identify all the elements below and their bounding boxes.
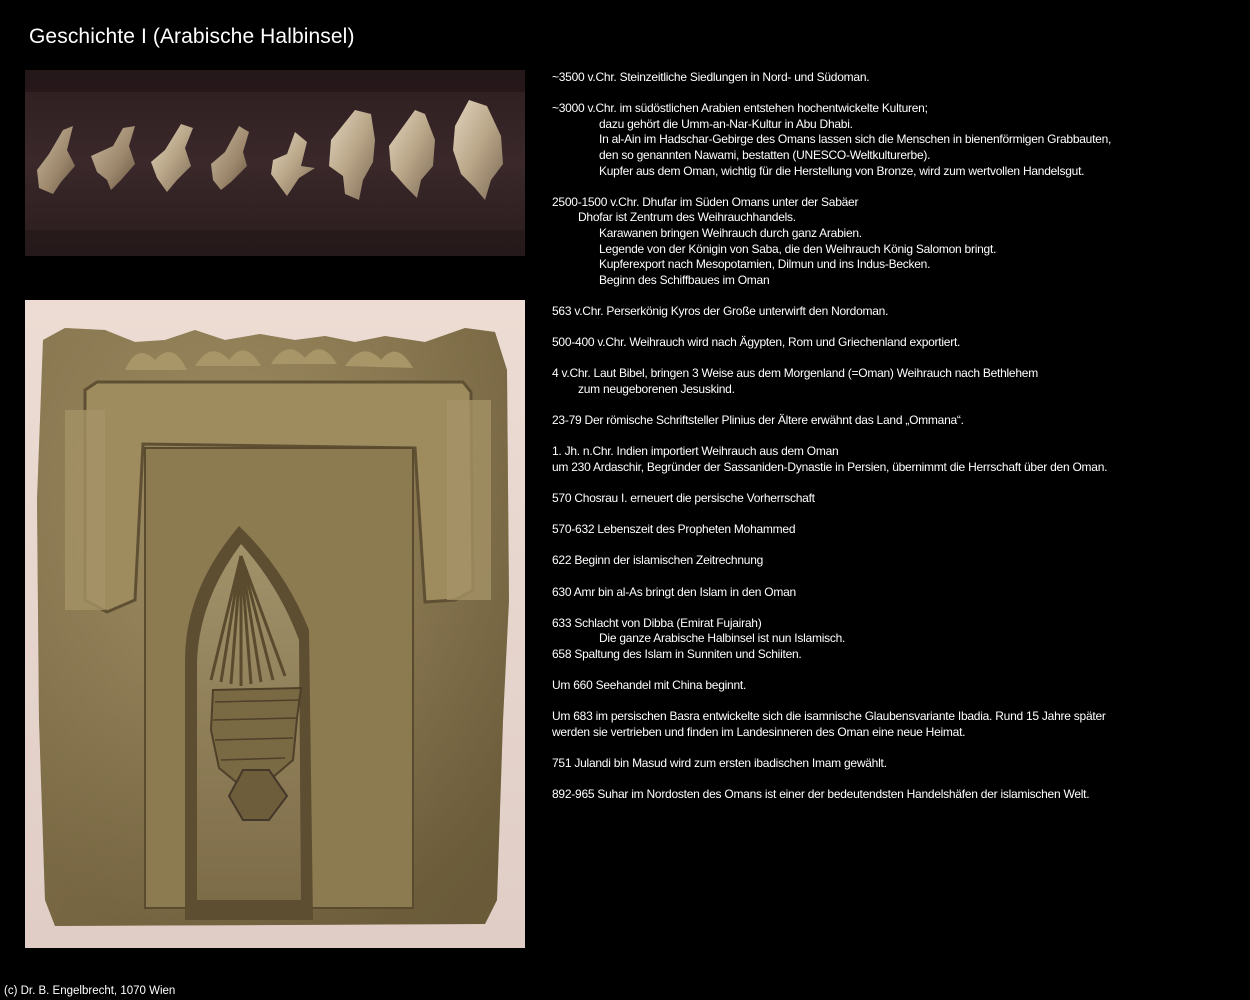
- entry-500bc: [552, 335, 1242, 351]
- entry-line: zum neugeborenen Jesuskind.: [578, 381, 735, 396]
- entry-line: 622 Beginn der islamischen Zeitrechnung: [552, 553, 764, 568]
- entry-570-632: [552, 522, 1242, 538]
- entry-line: 570-632 Lebenszeit des Propheten Mohammed: [552, 522, 796, 537]
- timeline: [552, 70, 1242, 819]
- entry-630: [552, 585, 1242, 601]
- entry-line: den so genannten Nawami, bestatten (UNESCO-Weltkulturerbe).: [599, 147, 931, 162]
- entry-line: um 230 Ardaschir, Begründer der Sassaniden-Dynastie in Persien, übernimmt die Herrschaft über den Oman.: [552, 459, 1108, 474]
- copyright-footer: (c) Dr. B. Engelbrecht, 1070 Wien: [4, 985, 176, 997]
- entry-line: Legende von der Königin von Saba, die den Weihrauch König Salomon bringt.: [599, 241, 997, 256]
- entry-line: 630 Amr bin al-As bringt den Islam in den Oman: [552, 584, 796, 599]
- entry-563bc: [552, 304, 1242, 320]
- entry-line: 500-400 v.Chr. Weihrauch wird nach Ägypten, Rom und Griechenland exportiert.: [552, 335, 961, 350]
- entry-line: 1. Jh. n.Chr. Indien importiert Weihrauch aus dem Oman: [552, 444, 839, 459]
- entry-line: werden sie vertrieben und finden im Landesinneren des Oman eine neue Heimat.: [552, 724, 966, 739]
- entry-line: Beginn des Schiffbaues im Oman: [599, 272, 770, 287]
- entry-line: 23-79 Der römische Schriftsteller Plinius der Ältere erwähnt das Land „Ommana“.: [552, 413, 964, 428]
- entry-23ad: [552, 413, 1242, 429]
- entry-892-965: [552, 787, 1242, 803]
- entry-line: 563 v.Chr. Perserkönig Kyros der Große unterwirft den Nordoman.: [552, 303, 889, 318]
- entry-1st-century: [552, 444, 1242, 475]
- entry-line: 892-965 Suhar im Nordosten des Omans ist einer der bedeutendsten Handelshäfen der islamischen Welt.: [552, 787, 1090, 802]
- entry-570: [552, 491, 1242, 507]
- entry-line: 570 Chosrau I. erneuert die persische Vorherrschaft: [552, 491, 815, 506]
- entry-622: [552, 553, 1242, 569]
- entry-line: Kupfer aus dem Oman, wichtig für die Herstellung von Bronze, wird zum wertvollen Handelsgut.: [599, 163, 1085, 178]
- entry-line: 633 Schlacht von Dibba (Emirat Fujairah): [552, 615, 762, 630]
- entry-line: ~3000 v.Chr. im südöstlichen Arabien entstehen hochentwickelte Kulturen;: [552, 101, 928, 116]
- entry-660: [552, 678, 1242, 694]
- entry-2500bc: [552, 195, 1242, 289]
- entry-line: dazu gehört die Umm-an-Nar-Kultur in Abu Dhabi.: [599, 116, 853, 131]
- entry-line: 658 Spaltung des Islam in Sunniten und Schiiten.: [552, 646, 802, 661]
- entry-line: 2500-1500 v.Chr. Dhufar im Süden Omans unter der Sabäer: [552, 194, 859, 209]
- arrowheads-photo: [25, 70, 525, 256]
- entry-3000bc: [552, 101, 1242, 179]
- entry-line: 4 v.Chr. Laut Bibel, bringen 3 Weise aus dem Morgenland (=Oman) Weihrauch nach Bethlehem: [552, 366, 1038, 381]
- relief-illustration: [25, 300, 525, 948]
- entry-658: [552, 647, 1242, 663]
- arrowheads-illustration: [25, 70, 525, 256]
- page-title: Geschichte I (Arabische Halbinsel): [29, 25, 355, 48]
- entry-line: In al-Ain im Hadschar-Gebirge des Omans lassen sich die Menschen in bienenförmigen Grabbauten,: [599, 132, 1112, 147]
- entry-line: Um 660 Seehandel mit China beginnt.: [552, 678, 747, 693]
- entry-line: 751 Julandi bin Masud wird zum ersten ibadischen Imam gewählt.: [552, 756, 887, 771]
- entry-line: Karawanen bringen Weihrauch durch ganz Arabien.: [599, 225, 862, 240]
- entry-633: [552, 616, 1242, 647]
- entry-683: [552, 709, 1242, 740]
- entry-line: Dhofar ist Zentrum des Weihrauchhandels.: [578, 210, 796, 225]
- entry-3500bc: [552, 70, 1242, 86]
- entry-751: [552, 756, 1242, 772]
- entry-line: ~3500 v.Chr. Steinzeitliche Siedlungen in Nord- und Südoman.: [552, 70, 870, 84]
- relief-photo: [25, 300, 525, 948]
- entry-line: Die ganze Arabische Halbinsel ist nun Islamisch.: [599, 631, 846, 646]
- entry-line: Um 683 im persischen Basra entwickelte sich die isamnische Glaubensvariante Ibadia. Rund 15 Jahre später: [552, 709, 1106, 724]
- entry-4bc: [552, 366, 1242, 397]
- entry-line: Kupferexport nach Mesopotamien, Dilmun und ins Indus-Becken.: [599, 257, 931, 272]
